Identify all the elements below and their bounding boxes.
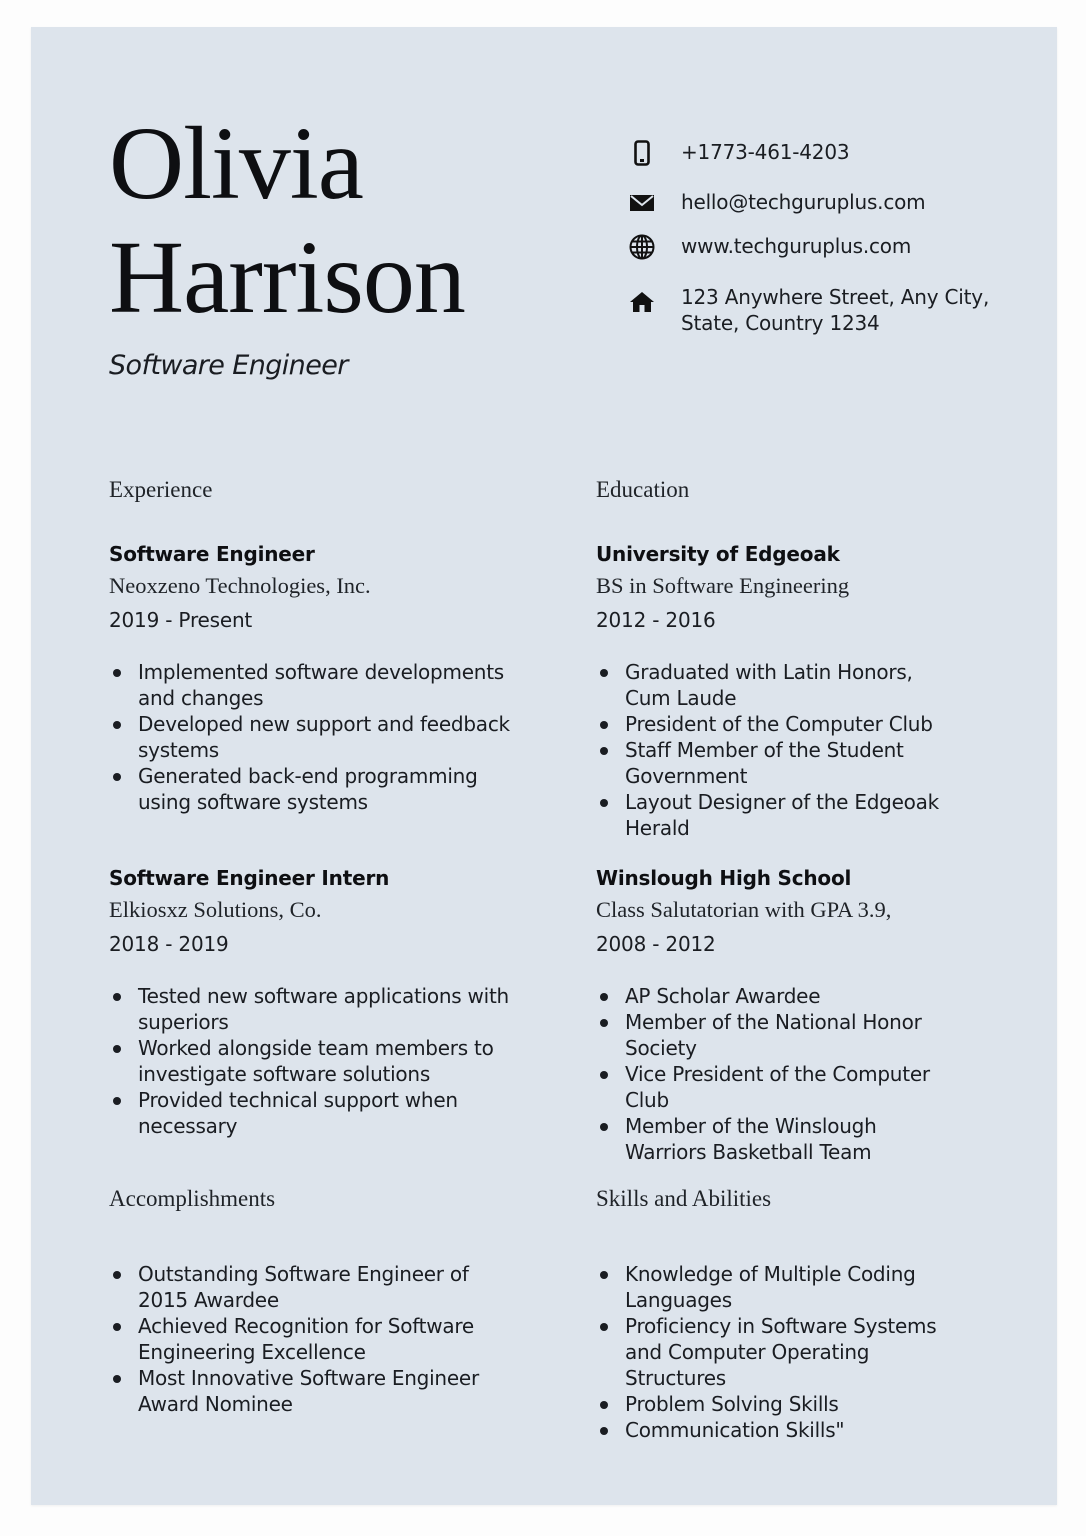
list-item: Provided technical support when necessary (109, 1087, 537, 1139)
entry-dates: 2008 - 2012 (596, 932, 716, 956)
list-item: Member of the National Honor Society (596, 1009, 956, 1061)
entry-bullets (109, 659, 529, 815)
address-line-1: 123 Anywhere Street, Any City, (681, 285, 990, 309)
list-item: AP Scholar Awardee (596, 983, 956, 1009)
list-item: Proficiency in Software Systems and Computer Operating Structures (596, 1313, 958, 1391)
contact-phone (627, 139, 849, 167)
list-item: Vice President of the Computer Club (596, 1061, 956, 1113)
email-address[interactable]: hello@techguruplus.com (681, 190, 926, 214)
entry-degree: BS in Software Engineering (596, 573, 850, 598)
list-item: Communication Skills" (596, 1417, 958, 1443)
list-item: Layout Designer of the Edgeoak Herald (596, 789, 956, 841)
address (681, 284, 989, 336)
accomplishments-list (109, 1261, 509, 1417)
first-name: Olivia (109, 106, 363, 221)
list-item: Achieved Recognition for Software Engineering Excellence (109, 1313, 509, 1365)
phone-number[interactable]: +1773-461-4203 (681, 140, 850, 164)
entry-dates: 2018 - 2019 (109, 932, 229, 956)
list-item: Generated back-end programming using software systems (109, 763, 529, 815)
entry-bullets (109, 983, 537, 1139)
entry-title: Winslough High School (596, 866, 852, 890)
entry-title: Software Engineer Intern (109, 866, 390, 890)
entry-bullets (596, 983, 956, 1165)
skills-heading: Skills and Abilities (596, 1186, 772, 1211)
list-item: Staff Member of the Student Government (596, 737, 956, 789)
website-link[interactable]: www.techguruplus.com (681, 234, 912, 258)
entry-dates: 2012 - 2016 (596, 608, 716, 632)
list-item: Tested new software applications with superiors (109, 983, 537, 1035)
globe-icon (627, 233, 657, 261)
home-icon (627, 288, 657, 316)
entry-degree: Class Salutatorian with GPA 3.9, (596, 897, 892, 922)
experience-entry (109, 865, 549, 1139)
phone-icon (627, 139, 657, 167)
entry-title: University of Edgeoak (596, 542, 840, 566)
list-item: Knowledge of Multiple Coding Languages (596, 1261, 958, 1313)
experience-entry (109, 541, 549, 815)
skills-bullets (596, 1261, 958, 1443)
accomplishments-heading: Accomplishments (109, 1186, 276, 1211)
list-item: Implemented software developments and changes (109, 659, 529, 711)
list-item: Graduated with Latin Honors, Cum Laude (596, 659, 956, 711)
entry-title: Software Engineer (109, 542, 315, 566)
entry-organization: Elkiosxz Solutions, Co. (109, 897, 322, 922)
list-item: Member of the Winslough Warriors Basketball Team (596, 1113, 956, 1165)
skills-list (596, 1261, 958, 1443)
education-heading: Education (596, 477, 690, 502)
resume-page (31, 27, 1057, 1505)
contact-address (627, 284, 989, 336)
education-entry (596, 865, 1036, 1165)
education-entry (596, 541, 1036, 841)
list-item: Outstanding Software Engineer of 2015 Awardee (109, 1261, 509, 1313)
last-name: Harrison (109, 220, 465, 335)
list-item: Most Innovative Software Engineer Award Nominee (109, 1365, 509, 1417)
experience-heading: Experience (109, 477, 213, 502)
entry-bullets (596, 659, 956, 841)
contact-website (627, 233, 911, 261)
contact-email (627, 189, 925, 217)
list-item: Worked alongside team members to investigate software solutions (109, 1035, 537, 1087)
accomplishments-bullets (109, 1261, 509, 1417)
job-title: Software Engineer (109, 350, 348, 381)
list-item: President of the Computer Club (596, 711, 956, 737)
entry-organization: Neoxzeno Technologies, Inc. (109, 573, 371, 598)
list-item: Problem Solving Skills (596, 1391, 958, 1417)
mail-icon (627, 189, 657, 217)
address-line-2: State, Country 1234 (681, 311, 880, 335)
list-item: Developed new support and feedback systems (109, 711, 529, 763)
entry-dates: 2019 - Present (109, 608, 253, 632)
candidate-name (109, 107, 465, 335)
